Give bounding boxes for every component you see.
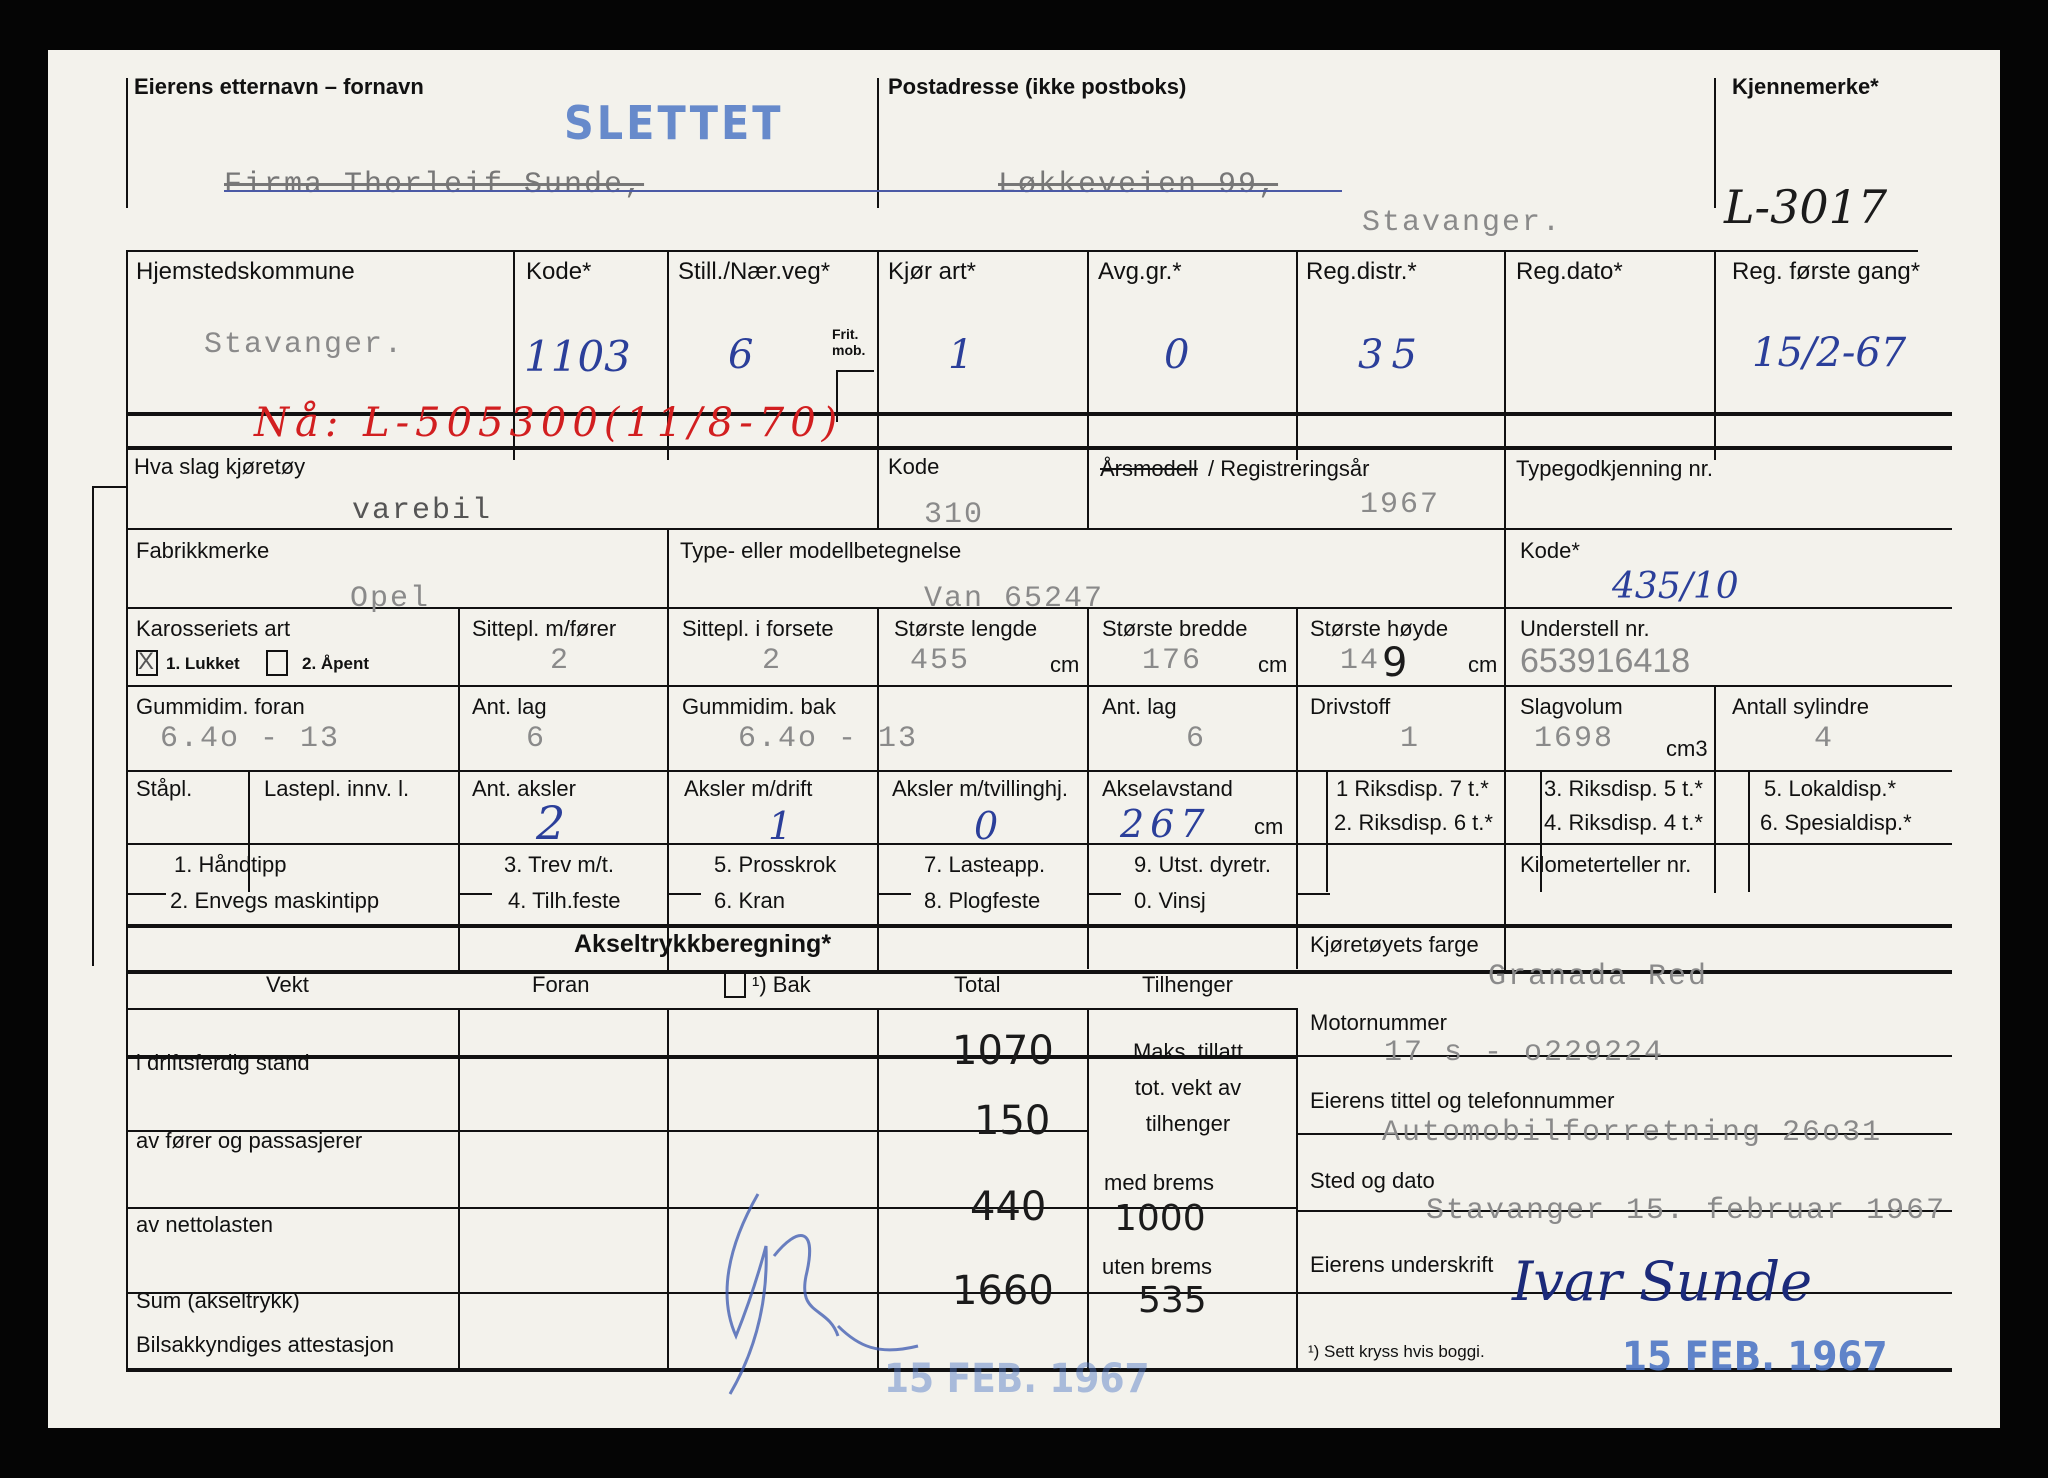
- kind-value: varebil: [352, 494, 493, 528]
- place-date-value: Stavanger 15. februar 1967: [1426, 1194, 1947, 1228]
- tire-rear-value: 6.4o - 13: [738, 722, 919, 756]
- axle-row-3-total: 1660: [952, 1268, 1054, 1314]
- ply-rear-label: Ant. lag: [1102, 694, 1177, 719]
- width-unit: cm: [1258, 652, 1288, 677]
- body-open-checkbox: [266, 650, 288, 676]
- trailer-max-label: Maks. tillatt tot. vekt av tilhenger: [1132, 1039, 1244, 1136]
- axle-row-1-total: 150: [974, 1098, 1051, 1144]
- width-value: 176: [1142, 644, 1203, 678]
- col-total: Total: [954, 972, 1001, 997]
- fuel-value: 1: [1400, 722, 1421, 756]
- twin-axles-label: Aksler m/tvillinghj.: [892, 776, 1069, 801]
- axle-row-2-label: av nettolasten: [136, 1212, 273, 1237]
- plate-value: L-3017: [1724, 180, 1888, 234]
- signature-value: Ivar Sunde: [1512, 1250, 1813, 1313]
- height-value-hand: 9: [1382, 640, 1408, 686]
- model-code-label: Kode*: [1520, 538, 1580, 563]
- axle-row-2-total: 440: [970, 1184, 1047, 1230]
- reg-district-value: 35: [1358, 332, 1425, 378]
- displacement-value: 1698: [1534, 722, 1615, 756]
- model-label: Type- eller modellbetegnelse: [680, 538, 962, 563]
- kind-label: Hva slag kjøretøy: [134, 454, 306, 479]
- seats-driver-label: Sittepl. m/fører: [472, 616, 617, 641]
- deleted-stamp: SLETTET: [564, 96, 784, 150]
- displacement-unit: cm3: [1666, 736, 1708, 761]
- place-date-label: Sted og dato: [1310, 1168, 1435, 1193]
- with-brakes-value: 1000: [1114, 1198, 1206, 1239]
- cylinders-label: Antall sylindre: [1732, 694, 1869, 719]
- disp5: 5. Lokaldisp.*: [1764, 776, 1897, 801]
- eq5: 5. Prosskrok: [714, 852, 837, 877]
- height-label: Største høyde: [1310, 616, 1449, 641]
- address-label: Postadresse (ikke postboks): [888, 74, 1187, 99]
- axles-value: 2: [536, 796, 566, 850]
- disp4: 4. Riksdisp. 4 t.*: [1544, 810, 1703, 835]
- seats-driver-value: 2: [550, 644, 571, 678]
- eq7: 7. Lasteapp.: [924, 852, 1046, 877]
- height-unit: cm: [1468, 652, 1498, 677]
- owner-label: Eierens etternavn – fornavn: [134, 74, 424, 99]
- twin-axles-value: 0: [974, 804, 999, 848]
- eq9: 9. Utst. dyretr.: [1134, 852, 1271, 877]
- body-label: Karosseriets art: [136, 616, 291, 641]
- chassis-label: Understell nr.: [1520, 616, 1650, 641]
- color-label: Kjøretøyets farge: [1310, 932, 1479, 957]
- displacement-label: Slagvolum: [1520, 694, 1623, 719]
- body-opt2: 2. Åpent: [302, 654, 370, 673]
- driven-axles-value: 1: [768, 804, 793, 848]
- registration-card: [48, 50, 2000, 1428]
- cylinders-value: 4: [1814, 722, 1835, 756]
- axle-row-0-total: 1070: [952, 1028, 1054, 1074]
- disp2: 2. Riksdisp. 6 t.*: [1334, 810, 1493, 835]
- axle-title: Akseltrykkberegning*: [574, 930, 832, 958]
- col-front: Foran: [532, 972, 590, 997]
- chassis-value: 653916418: [1520, 642, 1691, 680]
- length-label: Største lengde: [894, 616, 1038, 641]
- seats-front-label: Sittepl. i forsete: [682, 616, 834, 641]
- municipality-label: Hjemstedskommune: [136, 258, 355, 285]
- model-code-value: 435/10: [1612, 566, 1739, 607]
- plate-label: Kjennemerke*: [1732, 74, 1879, 99]
- date-stamp-2: 15 FEB. 1967: [1622, 1334, 1888, 1380]
- code-value: 1103: [524, 332, 631, 381]
- eq3: 3. Trev m/t.: [504, 852, 615, 877]
- eq1: 1. Håndtipp: [174, 852, 287, 877]
- position-value: 6: [728, 332, 754, 378]
- width-label: Største bredde: [1102, 616, 1248, 641]
- frit-mob-label: Frit. mob.: [832, 326, 866, 358]
- ply-front-value: 6: [526, 722, 547, 756]
- model-value: Van 65247: [924, 582, 1105, 616]
- driven-axles-label: Aksler m/drift: [684, 776, 813, 801]
- drive-type-value: 1: [948, 332, 974, 378]
- address-value: Løkkeveien 99,: [998, 168, 1279, 202]
- color-value: Granada Red: [1488, 960, 1709, 994]
- tire-rear-label: Gummidim. bak: [682, 694, 837, 719]
- owner-title-label: Eierens tittel og telefonnummer: [1310, 1088, 1615, 1113]
- make-label: Fabrikkmerke: [136, 538, 270, 563]
- position-label: Still./Nær.veg*: [678, 258, 831, 285]
- ply-rear-value: 6: [1186, 722, 1207, 756]
- eq2: 2. Envegs maskintipp: [170, 888, 380, 913]
- length-unit: cm: [1050, 652, 1080, 677]
- wheelbase-value: 267: [1120, 802, 1211, 846]
- body-opt1: 1. Lukket: [166, 654, 240, 673]
- make-value: Opel: [350, 582, 431, 616]
- eq6: 6. Kran: [714, 888, 785, 913]
- axle-row-3-label: Sum (akseltrykk): [136, 1288, 300, 1313]
- fee-group-label: Avg.gr.*: [1098, 258, 1182, 285]
- date-stamp-1: 15 FEB. 1967: [884, 1356, 1150, 1402]
- eq8: 8. Plogfeste: [924, 888, 1041, 913]
- owner-value: Firma Thorleif Sunde,: [224, 168, 645, 202]
- eq0: 0. Vinsj: [1134, 888, 1206, 913]
- disp1: 1 Riksdisp. 7 t.*: [1336, 776, 1489, 801]
- wheelbase-label: Akselavstand: [1102, 776, 1233, 801]
- with-brakes-label: med brems: [1104, 1170, 1215, 1195]
- first-reg-value: 15/2-67: [1752, 330, 1907, 376]
- model-year-label-struck: Årsmodell: [1100, 456, 1198, 481]
- tire-front-value: 6.4o - 13: [160, 722, 341, 756]
- axles-label: Ant. aksler: [472, 776, 576, 801]
- without-brakes-value: 535: [1138, 1280, 1207, 1321]
- signature-label: Eierens underskrift: [1310, 1252, 1494, 1277]
- tire-front-label: Gummidim. foran: [136, 694, 305, 719]
- eq4: 4. Tilh.feste: [508, 888, 621, 913]
- year-value: 1967: [1360, 488, 1441, 522]
- engine-value: 17 s - o229224: [1384, 1036, 1665, 1070]
- length-value: 455: [910, 644, 971, 678]
- odometer-label: Kilometerteller nr.: [1520, 852, 1692, 877]
- ply-front-label: Ant. lag: [472, 694, 547, 719]
- col-trailer: Tilhenger: [1142, 972, 1233, 997]
- kind-code-label: Kode: [888, 454, 940, 479]
- seats-front-value: 2: [762, 644, 783, 678]
- disp6: 6. Spesialdisp.*: [1760, 810, 1912, 835]
- reg-date-label: Reg.dato*: [1516, 258, 1623, 285]
- col-weight: Vekt: [266, 972, 309, 997]
- inspector-label: Bilsakkyndiges attestasjon: [136, 1332, 395, 1357]
- axle-row-1-label: av fører og passasjerer: [136, 1128, 363, 1153]
- cargo-label: Lastepl. innv. l.: [264, 776, 410, 801]
- city-value: Stavanger.: [1362, 206, 1563, 240]
- footnote: ¹) Sett kryss hvis boggi.: [1308, 1342, 1485, 1361]
- owner-title-value: Automobilforretning 26o31: [1382, 1116, 1883, 1150]
- axle-row-0-label: i driftsferdig stand: [136, 1050, 310, 1075]
- kind-code-value: 310: [924, 498, 985, 532]
- type-approval-label: Typegodkjenning nr.: [1516, 456, 1713, 481]
- model-year-label: / Registreringsår: [1208, 456, 1370, 481]
- standing-label: Ståpl.: [136, 776, 193, 801]
- col-rear: ¹) Bak: [752, 972, 811, 997]
- disp3: 3. Riksdisp. 5 t.*: [1544, 776, 1703, 801]
- height-value-typed: 14: [1340, 644, 1381, 678]
- reg-district-label: Reg.distr.*: [1306, 258, 1417, 285]
- wheelbase-unit: cm: [1254, 814, 1284, 839]
- bogie-checkbox: [724, 972, 746, 998]
- fee-group-value: 0: [1164, 332, 1190, 378]
- municipality-value: Stavanger.: [204, 328, 405, 362]
- code-label: Kode*: [526, 258, 592, 285]
- drive-type-label: Kjør art*: [888, 258, 977, 285]
- body-check-mark: X: [138, 648, 155, 675]
- first-reg-label: Reg. første gang*: [1732, 258, 1921, 285]
- red-annotation: Nå: L-505300(11/8-70): [254, 400, 844, 446]
- without-brakes-label: uten brems: [1102, 1254, 1213, 1279]
- engine-label: Motornummer: [1310, 1010, 1447, 1035]
- fuel-label: Drivstoff: [1310, 694, 1391, 719]
